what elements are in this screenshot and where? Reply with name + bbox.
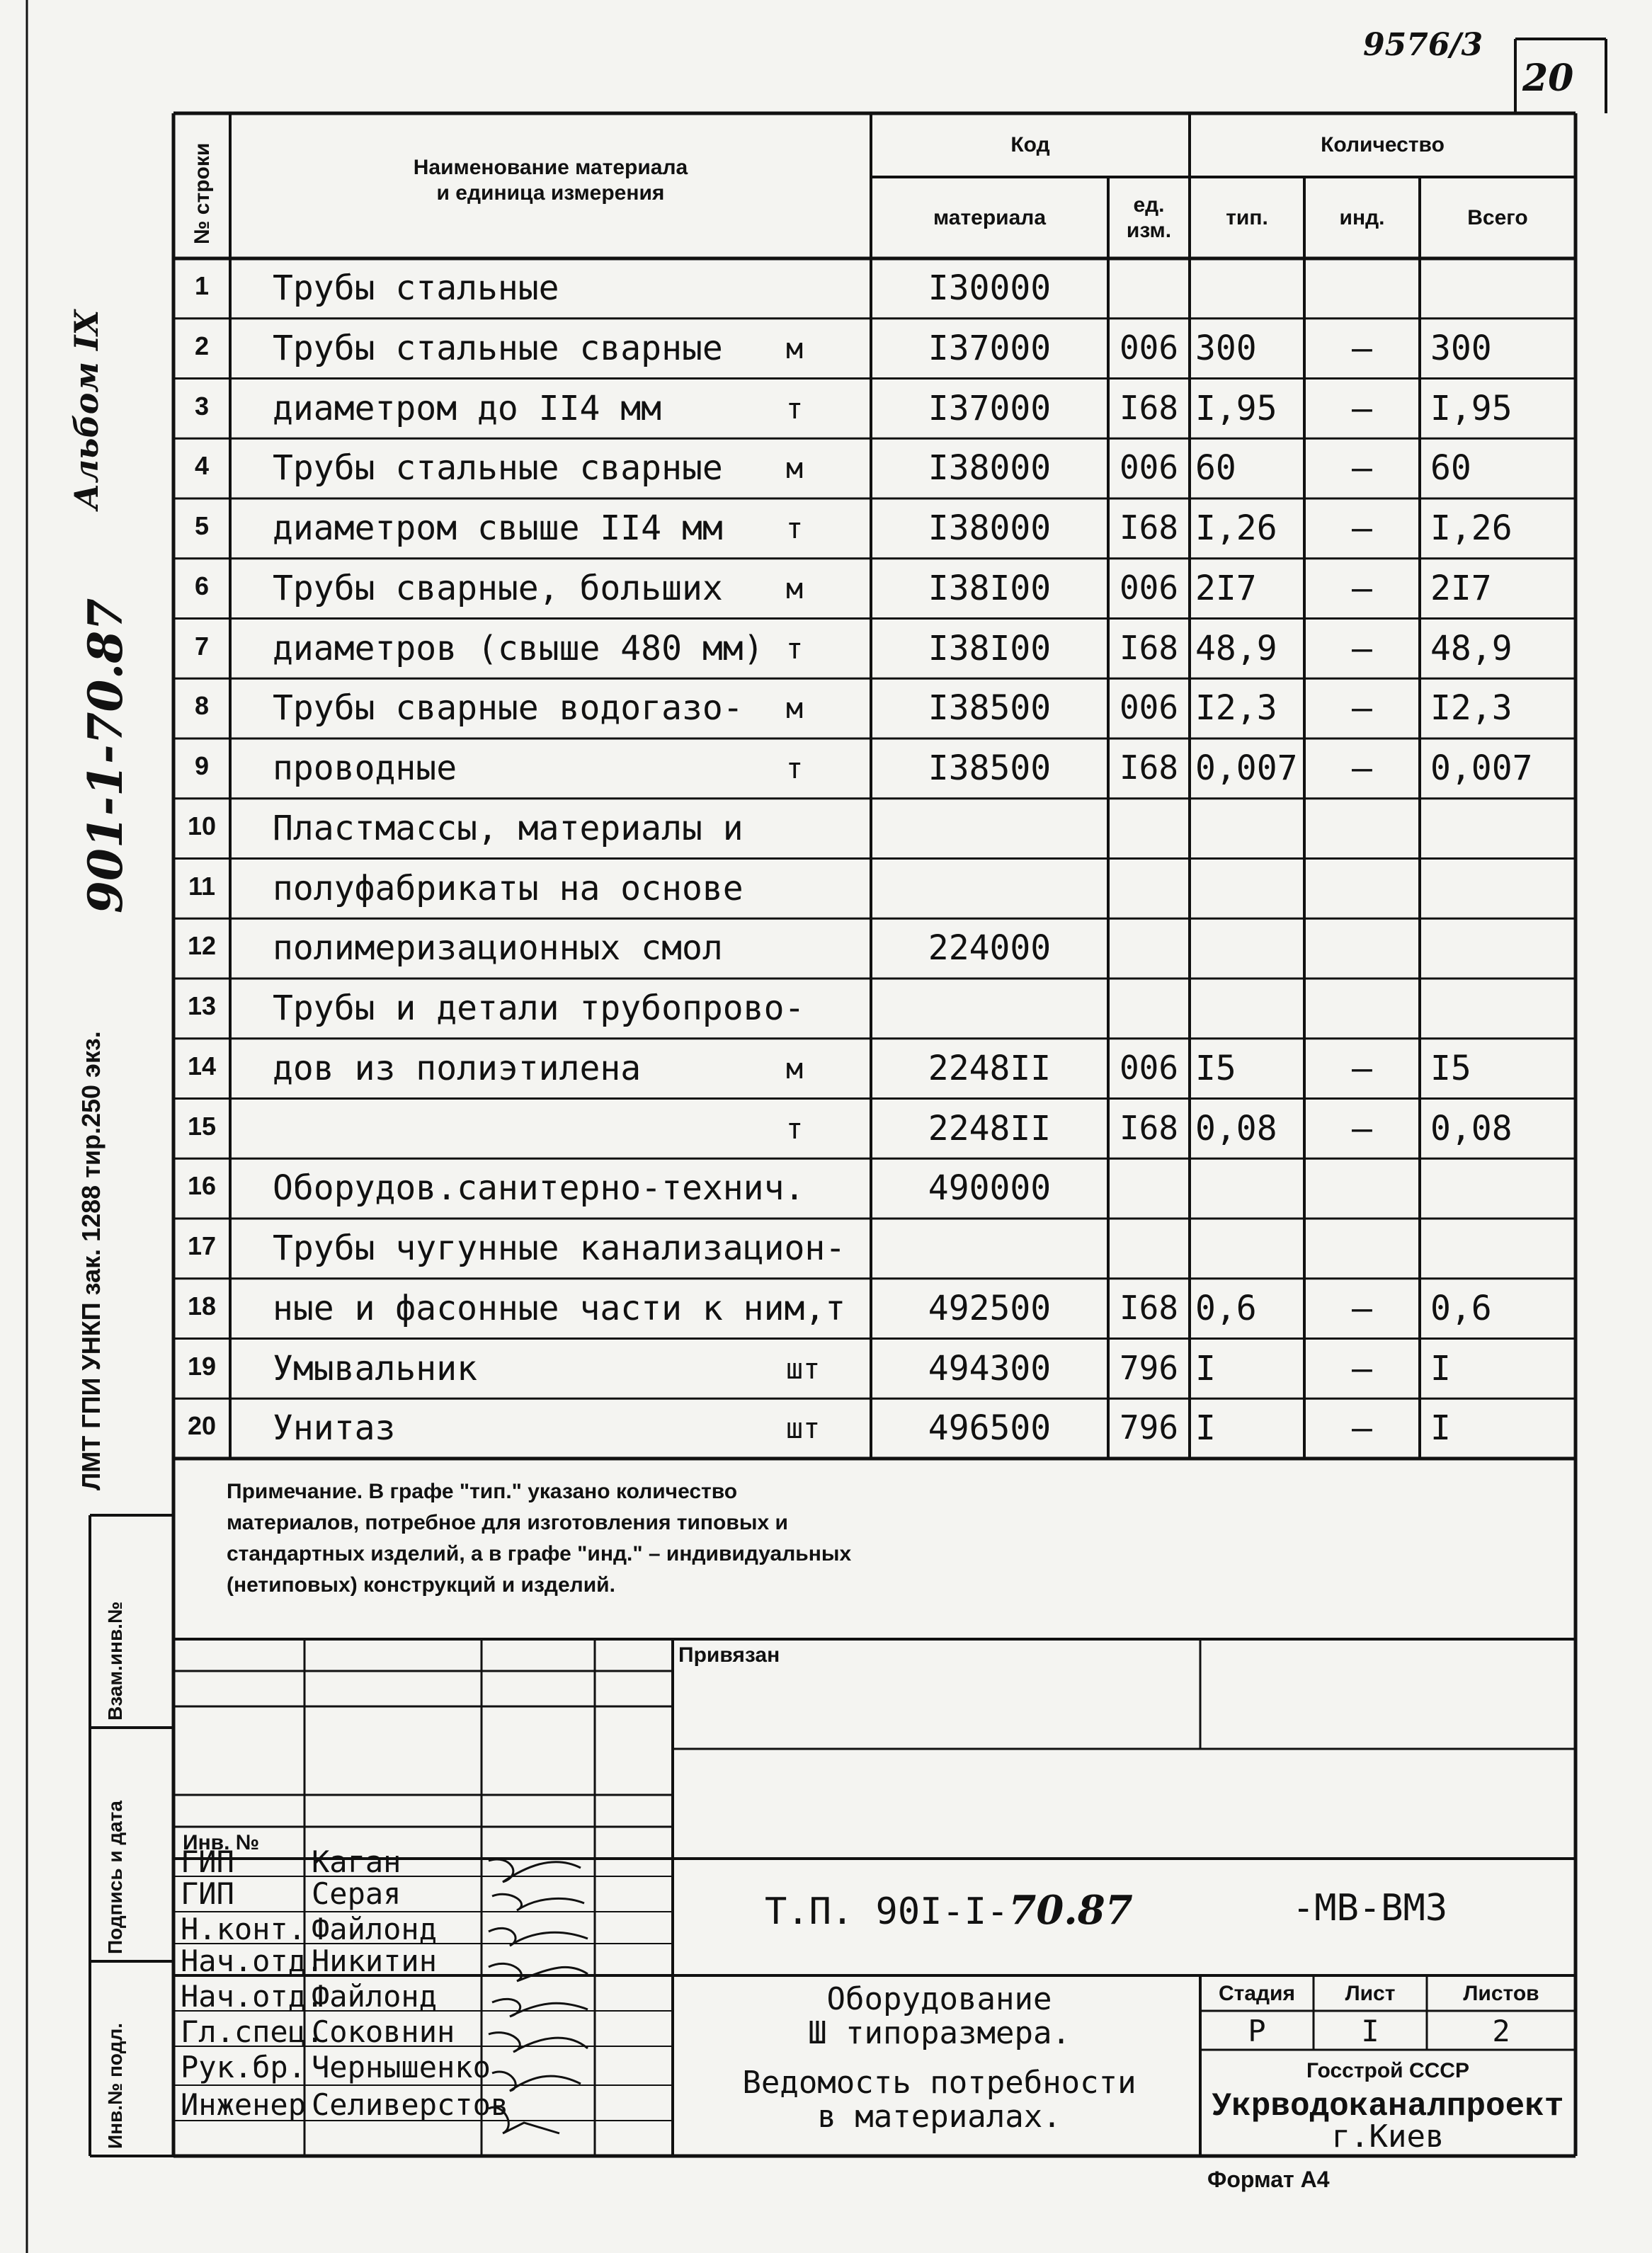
measure-unit: т <box>786 632 804 666</box>
material-code: 2248II <box>928 1108 1052 1148</box>
qty-individual: – <box>1352 748 1372 788</box>
row-number: 17 <box>187 1231 217 1260</box>
material-code: 224000 <box>928 928 1052 969</box>
material-name: проводные <box>273 748 457 788</box>
measure-unit: м <box>786 332 804 365</box>
material-code: 490000 <box>928 1168 1052 1209</box>
material-name: диаметром свыше II4 мм <box>273 508 723 548</box>
row-number: 1 <box>194 271 210 300</box>
unit-code: 796 <box>1119 1408 1179 1447</box>
material-code: I37000 <box>928 388 1052 428</box>
qty-individual: – <box>1352 448 1372 489</box>
qty-total: I,26 <box>1430 508 1513 548</box>
row-number: 12 <box>187 931 217 961</box>
unit-code: 006 <box>1119 1048 1179 1087</box>
qty-total: I <box>1430 1408 1451 1449</box>
unit-code: 006 <box>1119 448 1179 487</box>
format-label: Формат А4 <box>1207 2167 1330 2192</box>
material-name: диаметров (свыше 480 мм) <box>273 628 764 668</box>
qty-total: 300 <box>1430 328 1492 368</box>
sheet-number: 20 <box>1522 57 1574 100</box>
material-name: дов из полиэтилена <box>273 1048 642 1088</box>
sheets-value: 2 <box>1492 2013 1510 2048</box>
unit-code: 006 <box>1119 568 1179 607</box>
measure-unit: т <box>786 1112 804 1146</box>
sheets-label: Листов <box>1463 1982 1539 2005</box>
qty-typical: 48,9 <box>1195 628 1277 668</box>
material-name: Унитаз <box>273 1408 396 1449</box>
material-name: Оборудов.санитерно-технич. <box>273 1168 805 1209</box>
stamp-title <box>678 1983 1200 2134</box>
qty-total: I5 <box>1430 1048 1471 1088</box>
material-code: I38500 <box>928 748 1052 788</box>
material-code: 494300 <box>928 1348 1052 1388</box>
header-code: Код <box>1010 133 1050 156</box>
header-ind: инд. <box>1339 205 1385 229</box>
material-name: полимеризационных смол <box>273 928 723 969</box>
qty-typical: 300 <box>1195 328 1257 368</box>
qty-individual: – <box>1352 1288 1372 1328</box>
qty-typical: 60 <box>1195 448 1236 489</box>
measure-unit: м <box>786 1052 804 1085</box>
qty-total: 2I7 <box>1430 568 1492 608</box>
qty-typical: 0,007 <box>1195 748 1298 788</box>
staff-name: Соковнин <box>312 2014 455 2049</box>
row-number: 11 <box>188 871 216 901</box>
material-code: I38I00 <box>928 568 1052 608</box>
row-number: 15 <box>187 1111 217 1141</box>
measure-unit: м <box>786 572 804 605</box>
row-number: 10 <box>187 811 217 840</box>
stage-value: Р <box>1248 2013 1266 2048</box>
staff-name: Селиверстов <box>312 2087 509 2122</box>
qty-total: 60 <box>1430 448 1471 489</box>
header-row-no: № строки <box>190 142 214 244</box>
row-number: 9 <box>194 751 210 780</box>
qty-typical: I5 <box>1195 1048 1236 1088</box>
doc-code-suffix: -МВ-ВМ3 <box>1292 1887 1448 1929</box>
stage-label: Стадия <box>1218 1982 1296 2005</box>
unit-code: 796 <box>1119 1348 1179 1387</box>
row-number: 7 <box>194 631 210 661</box>
row-number: 8 <box>194 691 210 721</box>
row-number: 13 <box>187 991 217 1020</box>
measure-unit: м <box>786 692 804 726</box>
staff-role: Инженер <box>181 2087 307 2122</box>
staff-role: ГИП <box>181 1844 234 1879</box>
staff-name: Каган <box>312 1844 401 1879</box>
material-name: ные и фасонные части к ним,т <box>273 1288 846 1328</box>
unit-code: 006 <box>1119 328 1179 367</box>
row-number: 3 <box>194 391 210 421</box>
qty-total: I,95 <box>1430 388 1513 428</box>
qty-total: 0,6 <box>1430 1288 1492 1328</box>
qty-total: 0,007 <box>1430 748 1533 788</box>
material-name: Трубы сварные водогазо- <box>273 688 744 729</box>
material-name: диаметром до II4 мм <box>273 388 662 428</box>
staff-name: Чернышенко <box>312 2050 491 2084</box>
material-name: Трубы стальные сварные <box>273 328 723 368</box>
staff-name: Никитин <box>312 1944 438 1978</box>
vzam-inv-label: Взам.инв.№ <box>104 1601 126 1721</box>
qty-typical: I,95 <box>1195 388 1277 428</box>
staff-role: Нач.отд. <box>181 1979 324 2014</box>
inv-number-label: Инв. № <box>183 1831 260 1854</box>
qty-individual: – <box>1352 1408 1372 1449</box>
measure-unit: т <box>786 753 804 785</box>
org-gosstroy: Госстрой СССР <box>1306 2059 1469 2082</box>
qty-individual: – <box>1352 1048 1372 1088</box>
material-code: I38I00 <box>928 628 1052 668</box>
title-line-4: в материалах. <box>817 2099 1061 2135</box>
title-line-3: Ведомость потребности <box>742 2065 1137 2101</box>
row-number: 18 <box>187 1291 217 1321</box>
row-number: 4 <box>194 451 210 481</box>
staff-role: Нач.отд. <box>181 1944 324 1978</box>
note-text: Примечание. В графе "тип." указано количество материалов, потребное для изготовления типовых и стандартных изделий, а в графе "инд." – индивидуальных (нетиповых) конструкций и изделий. <box>227 1480 852 1597</box>
qty-typical: 0,6 <box>1195 1288 1257 1328</box>
inv-podl-label: Инв.№ подл. <box>104 2022 126 2149</box>
album-label: Альбом IX <box>67 309 106 510</box>
qty-total: I <box>1430 1348 1451 1388</box>
material-name: Трубы чугунные канализацион- <box>273 1228 846 1268</box>
header-total: Всего <box>1467 205 1528 229</box>
measure-unit: т <box>786 392 804 426</box>
row-number: 2 <box>194 331 210 360</box>
unit-code: I68 <box>1119 748 1179 787</box>
podpis-data-label: Подпись и дата <box>104 1801 126 1954</box>
org-city: г.Киев <box>1331 2118 1445 2155</box>
material-code: 496500 <box>928 1408 1052 1449</box>
material-code: I37000 <box>928 328 1052 368</box>
qty-individual: – <box>1352 1108 1372 1148</box>
header-material-code: материала <box>933 205 1047 229</box>
material-name: Пластмассы, материалы и <box>273 808 744 848</box>
qty-total: 0,08 <box>1430 1108 1513 1148</box>
row-number: 20 <box>187 1411 217 1441</box>
title-line-2: Ш типоразмера. <box>808 2015 1071 2051</box>
row-number: 6 <box>194 571 210 600</box>
qty-typical: I <box>1195 1408 1216 1449</box>
qty-individual: – <box>1352 628 1372 668</box>
material-name: Трубы сварные, больших <box>273 568 723 608</box>
qty-individual: – <box>1352 388 1372 428</box>
header-unit-code: ед. изм. <box>1126 193 1172 242</box>
print-note: ЛМТ ГПИ УНКП зак. 1288 тир.250 экз. <box>76 1031 106 1490</box>
sheet-label: Лист <box>1345 1982 1396 2005</box>
unit-code: 006 <box>1119 688 1179 727</box>
row-number: 16 <box>187 1171 217 1201</box>
header-quantity: Количество <box>1321 133 1445 156</box>
staff-role: Гл.спец. <box>181 2014 324 2049</box>
qty-typical: I <box>1195 1348 1216 1388</box>
qty-individual: – <box>1352 688 1372 729</box>
header-material-name: Наименование материала и единица измерения <box>413 156 688 205</box>
material-code: 2248II <box>928 1048 1052 1088</box>
material-name: Умывальник <box>273 1348 477 1388</box>
org-name: Укрводоканалпроект <box>1212 2088 1564 2125</box>
material-code: I30000 <box>928 268 1052 308</box>
doc-code <box>765 1887 1133 1934</box>
qty-typical: 0,08 <box>1195 1108 1277 1148</box>
doc-number: 9576/3 <box>1363 27 1483 63</box>
staff-name: Файлонд <box>312 1912 438 1946</box>
row-number: 14 <box>187 1051 217 1080</box>
unit-code: I68 <box>1119 388 1179 427</box>
row-number: 19 <box>187 1351 217 1381</box>
qty-total: 48,9 <box>1430 628 1513 668</box>
qty-typical: I2,3 <box>1195 688 1277 729</box>
doc-code-hand: 70.87 <box>1008 1887 1133 1934</box>
bound-label: Привязан <box>678 1643 780 1667</box>
qty-typical: I,26 <box>1195 508 1277 548</box>
measure-unit: шт <box>786 1413 821 1446</box>
qty-individual: – <box>1352 568 1372 608</box>
qty-typical: 2I7 <box>1195 568 1257 608</box>
unit-code: I68 <box>1119 1288 1179 1327</box>
staff-name: Серая <box>312 1876 401 1911</box>
qty-total: I2,3 <box>1430 688 1513 729</box>
material-name: Трубы и детали трубопрово- <box>273 988 805 1028</box>
unit-code: I68 <box>1119 508 1179 547</box>
material-code: I38500 <box>928 688 1052 729</box>
measure-unit: шт <box>786 1352 821 1386</box>
row-number: 5 <box>194 511 210 540</box>
staff-role: Рук.бр. <box>181 2050 307 2084</box>
qty-individual: – <box>1352 508 1372 548</box>
material-code: I38000 <box>928 508 1052 548</box>
unit-code: I68 <box>1119 1108 1179 1147</box>
material-code: 492500 <box>928 1288 1052 1328</box>
sheet-value: I <box>1361 2013 1379 2048</box>
title-line-1: Оборудование <box>826 1981 1052 2017</box>
material-name: Трубы стальные сварные <box>273 448 723 489</box>
qty-individual: – <box>1352 1348 1372 1388</box>
qty-individual: – <box>1352 328 1372 368</box>
material-name: Трубы стальные <box>273 268 559 308</box>
staff-role: Н.конт. <box>181 1912 307 1946</box>
project-number: 901-1-70.87 <box>78 598 133 913</box>
staff-name: Файлонд <box>312 1979 438 2014</box>
material-code: I38000 <box>928 448 1052 489</box>
measure-unit: м <box>786 452 804 486</box>
unit-code: I68 <box>1119 628 1179 667</box>
header-typ: тип. <box>1226 205 1268 229</box>
staff-role: ГИП <box>181 1876 234 1911</box>
signatures <box>482 1854 595 2158</box>
doc-code-prefix: Т.П. 90I-I- <box>765 1890 1009 1933</box>
measure-unit: т <box>786 513 804 545</box>
material-name: полуфабрикаты на основе <box>273 868 744 908</box>
